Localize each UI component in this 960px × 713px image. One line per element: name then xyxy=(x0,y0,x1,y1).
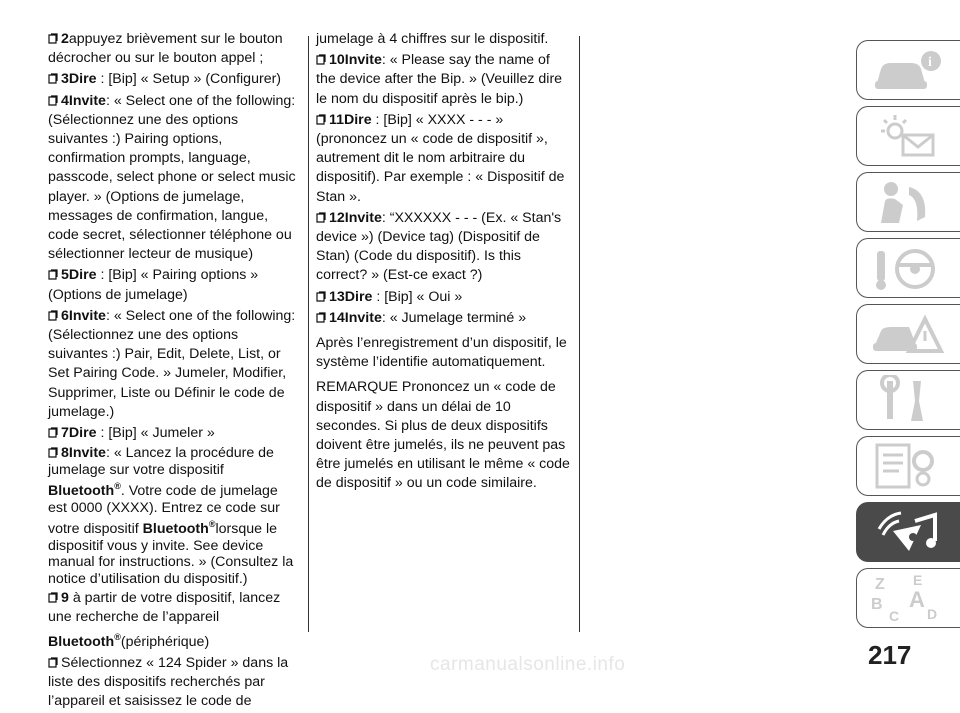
step-3 xyxy=(48,70,300,89)
checkbox-icon xyxy=(316,212,326,223)
step-number: 7Dire xyxy=(61,425,97,442)
step-text: : [Bip] « Jumeler » xyxy=(96,425,215,442)
step-number: 9 xyxy=(61,590,69,607)
checkbox-icon xyxy=(316,312,326,323)
step-7 xyxy=(48,424,300,443)
step-5 xyxy=(48,266,300,304)
step-10 xyxy=(316,51,572,109)
tab-technical-data[interactable] xyxy=(856,436,960,496)
step-number: 11Dire xyxy=(329,111,372,128)
column-divider xyxy=(308,36,309,632)
step-number: 13Dire xyxy=(329,288,373,305)
step-text: : « Jumelage terminé » xyxy=(381,309,527,326)
step-10-start xyxy=(48,654,300,712)
step-6 xyxy=(48,307,300,422)
step-text: : « Select one of the following: (Sélectionnez une des options suivantes :) Pair, Edit, Delete, List, or Set Pairing Code. » Jumeler, Modifier, Supprimer, Liste ou Définir le code de jumelage.) xyxy=(48,307,296,420)
checkbox-icon xyxy=(48,269,58,280)
step-13 xyxy=(316,288,572,307)
svg-text:i: i xyxy=(928,55,932,70)
tab-multimedia[interactable] xyxy=(856,502,960,562)
step-text: Sélectionnez « 124 Spider » dans la liste des dispositifs recherchés par l’appareil et saisissez le code de xyxy=(48,654,289,710)
tab-warning-lights[interactable] xyxy=(856,106,960,166)
step-text: : « Select one of the following: (Sélectionnez une des options suivantes :) Pairing options, confirmation prompts, language, passcode, select phone or select music player. » (Options de jumelage, messages de confirmation, langue, code secret, sélectionner téléphone ou sélectionner lecteur de musique) xyxy=(48,92,296,263)
text-column-left xyxy=(48,30,300,713)
step-text: (périphérique) xyxy=(120,633,210,650)
svg-text:B: B xyxy=(871,596,883,613)
step-text: appuyez brièvement sur le bouton décrocher ou sur le bouton appel ; xyxy=(48,31,283,67)
page-number: 217 xyxy=(868,640,912,670)
checkbox-icon xyxy=(48,95,58,106)
column-divider xyxy=(579,36,580,632)
bluetooth-brand: Bluetooth xyxy=(142,521,209,538)
paragraph-note: REMARQUE Prononcez un « code de dispositif » dans un délai de 10 secondes. Si plus de deux dispositifs doivent être jumelés, ils ne peuvent pas être jumelés en utilisant le même « code de dispositif » ou un code similaire. xyxy=(316,379,570,492)
step-number: 5Dire xyxy=(61,267,97,284)
step-continuation: jumelage à 4 chiffres sur le dispositif. xyxy=(316,31,549,47)
tab-index[interactable] xyxy=(856,568,960,628)
step-text: : [Bip] « Oui » xyxy=(372,288,463,305)
step-text: lorsque le dispositif vous y invite. See device manual for instructions. » (Consultez la notice d’utilisation du dispositif.) xyxy=(48,521,294,587)
step-2 xyxy=(48,30,300,68)
svg-text:Z: Z xyxy=(875,576,885,593)
step-text: : « Please say the name of the device after the Bip. » (Veuillez dire le nom du dispositif après le bip.) xyxy=(316,52,563,107)
registered-mark: ® xyxy=(114,481,121,492)
step-number: 12Invite xyxy=(329,209,382,226)
svg-text:D: D xyxy=(927,606,938,622)
checkbox-icon xyxy=(316,291,326,302)
step-number: 3Dire xyxy=(61,71,97,88)
step-14 xyxy=(316,309,572,328)
tab-starting-driving[interactable] xyxy=(856,238,960,298)
checkbox-icon xyxy=(316,114,326,125)
step-number: 10Invite xyxy=(329,52,382,69)
tab-car-info[interactable] xyxy=(856,40,960,100)
tab-maintenance[interactable] xyxy=(856,370,960,430)
step-number: 14Invite xyxy=(329,309,382,326)
step-9 xyxy=(48,589,300,652)
paragraph-auto-identify: Après l’enregistrement d’un dispositif, le système l’identifie automatiquement. xyxy=(316,335,567,371)
checkbox-icon xyxy=(48,427,58,438)
svg-text:A: A xyxy=(909,587,925,612)
step-text: : « Lancez la procédure de jumelage sur votre dispositif xyxy=(48,445,274,478)
step-number: 6Invite xyxy=(61,307,106,324)
svg-text:C: C xyxy=(889,608,900,624)
text-column-right xyxy=(316,30,572,494)
svg-text:E: E xyxy=(913,573,923,588)
step-text: . Votre code de jumelage est 0000 (XXXX). Entrez ce code sur votre dispositif xyxy=(48,483,280,538)
step-text: : [Bip] « XXXX - - - » (prononcez un « code de dispositif », autrement dit le nom arbitraire du dispositif). Par exemple : « Dispositif de Stan ». xyxy=(316,111,565,205)
step-number: 2 xyxy=(61,31,69,47)
checkbox-icon xyxy=(48,33,58,44)
step-11 xyxy=(316,111,572,207)
registered-mark: ® xyxy=(208,519,216,530)
bluetooth-brand: Bluetooth xyxy=(48,633,115,650)
checkbox-icon xyxy=(48,592,58,603)
step-text: : “XXXXXX - - - (Ex. « Stan's device ») (Device tag) (Dispositif de Stan) (Code du dispositif). Is this correct? » (Est-ce exact ?) xyxy=(316,209,562,284)
step-4 xyxy=(48,92,300,265)
step-text: à partir de votre dispositif, lancez une recherche de l’appareil xyxy=(48,590,281,626)
checkbox-icon xyxy=(48,657,58,668)
tab-safety[interactable] xyxy=(856,172,960,232)
step-12 xyxy=(316,209,572,286)
registered-mark: ® xyxy=(114,631,121,642)
watermark: carmanualsonline.info xyxy=(430,654,626,675)
step-number: 4Invite xyxy=(61,92,106,109)
step-8 xyxy=(48,445,300,587)
step-text: : [Bip] « Pairing options » (Options de jumelage) xyxy=(48,267,259,303)
bluetooth-brand: Bluetooth xyxy=(48,483,115,500)
step-text: : [Bip] « Setup » (Configurer) xyxy=(96,71,282,88)
step-number: 8Invite xyxy=(61,445,106,462)
checkbox-icon xyxy=(48,447,58,458)
tab-emergency[interactable] xyxy=(856,304,960,364)
checkbox-icon xyxy=(48,310,58,321)
checkbox-icon xyxy=(48,73,58,84)
checkbox-icon xyxy=(316,54,326,65)
